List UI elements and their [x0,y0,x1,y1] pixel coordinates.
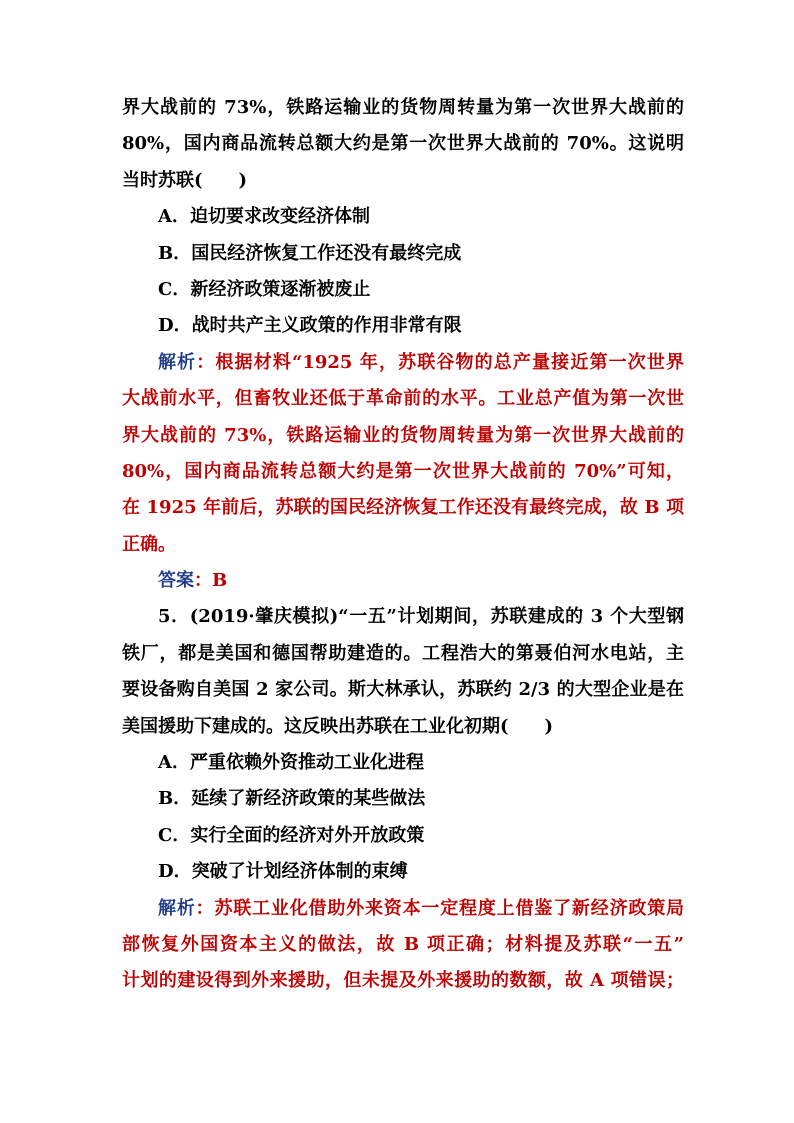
q4-analysis-line-2: 大战前水平，但畜牧业还低于革命前的水平。工业总产值为第一次世 [122,388,684,410]
q5-stem-line-3: 要设备购自美国 2 家公司。斯大林承认，苏联约 2/3 的大型企业是在 [122,679,684,701]
q5-analysis-text: ：苏联工业化借助外来资本一定程度上借鉴了新经济政策局 [195,897,684,919]
q4-answer-value: ：B [194,570,228,592]
q4-option-b: B．国民经济恢复工作还没有最终完成 [158,242,462,264]
q5-analysis-label: 解析 [158,897,196,919]
q4-analysis-text: ：根据材料“1925 年，苏联谷物的总产量接近第一次世界 [196,351,684,373]
q4-stem-line-3: 当时苏联( ) [122,169,248,191]
q4-option-a: A．迫切要求改变经济体制 [158,206,370,228]
q4-option-d: D．战时共产主义政策的作用非常有限 [158,315,462,337]
q4-option-c: C．新经济政策逐渐被废止 [158,278,371,300]
q4-analysis-line-6: 正确。 [122,533,176,555]
q4-answer [122,563,684,599]
q5-stem-line-2: 铁厂，都是美国和德国帮助建造的。工程浩大的第聂伯河水电站，主 [122,642,684,664]
q4-analysis-line-3: 界大战前的 73%，铁路运输业的货物周转量为第一次世界大战前的 [122,424,684,446]
q4-analysis-label: 解析 [158,351,197,373]
q4-analysis-first-line [122,345,684,381]
q5-option-d: D．突破了计划经济体制的束缚 [158,861,408,883]
q5-stem-line-4: 美国援助下建成的。这反映出苏联在工业化初期( ) [122,715,554,737]
q4-answer-label: 答案 [158,570,194,592]
q5-stem-first: (2019·肇庆模拟)“一五”计划期间，苏联建成的 3 个大型钢 [189,606,684,628]
q5-option-b: B．延续了新经济政策的某些做法 [158,788,426,810]
q4-analysis-line-4: 80%，国内商品流转总额大约是第一次世界大战前的 70%”可知， [122,460,684,482]
q4-analysis-line-5: 在 1925 年前后，苏联的国民经济恢复工作还没有最终完成，故 B 项 [122,497,684,519]
q5-analysis-first-line [122,891,684,927]
q4-stem-line-1: 界大战前的 73%，铁路运输业的货物周转量为第一次世界大战前的 [122,97,684,118]
q5-stem-line-1 [122,599,684,635]
q5-option-c: C．实行全面的经济对外开放政策 [158,824,425,846]
q4-stem-line-2: 80%，国内商品流转总额大约是第一次世界大战前的 70%。这说明 [122,133,684,155]
q5-number: 5． [158,606,190,628]
q5-option-a: A．严重依赖外资推动工业化进程 [158,752,424,774]
q5-analysis-line-3: 计划的建设得到外来援助，但未提及外来援助的数额，故 A 项错误； [122,970,684,992]
q5-analysis-line-2: 部恢复外国资本主义的做法，故 B 项正确；材料提及苏联“一五” [122,933,684,955]
